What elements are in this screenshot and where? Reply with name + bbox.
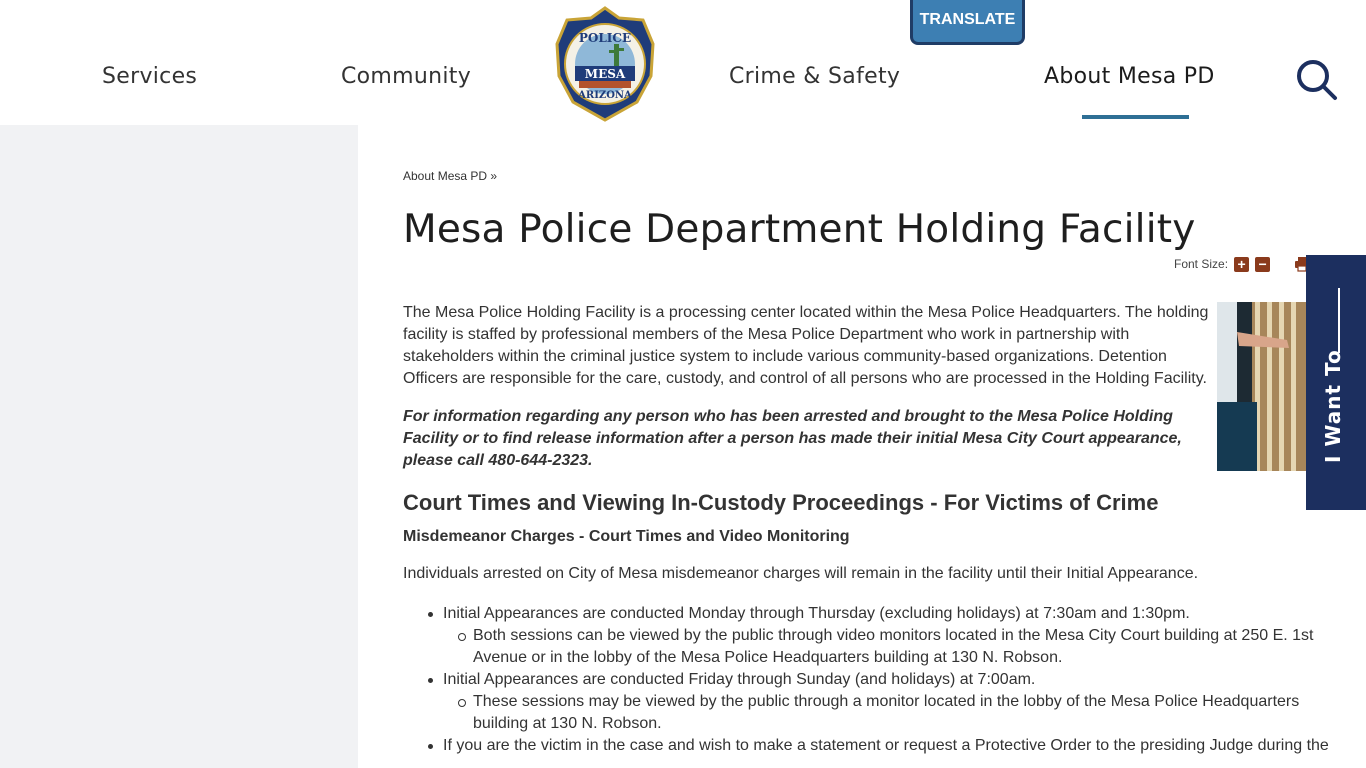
font-size-tools <box>1174 256 1310 272</box>
font-size-label: Font Size: <box>1174 257 1229 271</box>
i-want-to-label: I Want To <box>1321 349 1345 463</box>
breadcrumb <box>403 169 497 183</box>
mesa-police-logo[interactable] <box>551 6 659 122</box>
font-increase-button[interactable]: + <box>1234 257 1249 272</box>
contact-callout: For information regarding any person who has been arrested and brought to the Mesa Police Holding Facility or to find release information after a person has made their initial Mesa City Court appearance, please call 480-644-2323. <box>403 408 1182 469</box>
list-item <box>403 735 1333 757</box>
court-times-list <box>403 603 1333 757</box>
active-nav-indicator <box>1082 115 1189 119</box>
breadcrumb-separator: » <box>490 169 498 183</box>
misdemeanor-intro: Individuals arrested on City of Mesa misdemeanor charges will remain in the facility until their Initial Appearance. <box>403 565 1199 582</box>
page-title: Mesa Police Department Holding Facility <box>403 207 1196 252</box>
font-decrease-button[interactable]: − <box>1255 257 1270 272</box>
translate-button[interactable]: TRANSLATE <box>910 0 1025 45</box>
sub-list-item: These sessions may be viewed by the public through a monitor located in the lobby of the Mesa Police Headquarters building at 130 N. Robson. <box>403 691 1333 735</box>
sub-list-item: Both sessions can be viewed by the public through video monitors located in the Mesa City Court building at 250 E. 1st Avenue or in the lobby of the Mesa Police Headquarters building at 130 N. Robson. <box>403 625 1333 669</box>
sub-heading: Misdemeanor Charges - Court Times and Video Monitoring <box>403 528 850 545</box>
list-item-text: Initial Appearances are conducted Monday through Thursday (excluding holidays) at 7:30am and 1:30pm. <box>443 605 1190 622</box>
tab-divider <box>1338 288 1340 353</box>
nav-services[interactable]: Services <box>102 64 198 89</box>
svg-text:ARIZONA: ARIZONA <box>578 90 632 101</box>
section-heading: Court Times and Viewing In-Custody Proceedings - For Victims of Crime <box>403 490 1159 515</box>
intro-paragraph: The Mesa Police Holding Facility is a processing center located within the Mesa Police Headquarters. The holding facility is staffed by professional members of the Mesa Police Department who work in partnership with stakeholders within the criminal justice system to include various community-based organizations. Detention Officers are responsible for the care, custody, and control of all persons who are processed in the Holding Facility. <box>403 304 1209 387</box>
list-item-text: Initial Appearances are conducted Friday through Sunday (and holidays) at 7:00am. <box>443 671 1036 688</box>
breadcrumb-about-mesa-pd[interactable]: About Mesa PD <box>403 169 488 183</box>
site-header <box>0 0 1366 125</box>
list-item-text: If you are the victim in the case and wish to make a statement or request a Protective Order to the presiding Judge during the <box>443 737 1329 754</box>
search-icon[interactable] <box>1296 59 1338 101</box>
svg-text:POLICE: POLICE <box>578 31 632 45</box>
nav-crime-safety[interactable]: Crime & Safety <box>729 64 901 89</box>
svg-text:MESA: MESA <box>584 67 626 81</box>
list-item <box>403 603 1333 669</box>
nav-community[interactable]: Community <box>341 64 472 89</box>
list-item <box>403 669 1333 735</box>
holding-cell-photo <box>1217 302 1306 471</box>
nav-about-mesa-pd[interactable]: About Mesa PD <box>1044 64 1215 89</box>
i-want-to-tab[interactable] <box>1306 255 1366 510</box>
left-sidebar <box>0 125 358 768</box>
